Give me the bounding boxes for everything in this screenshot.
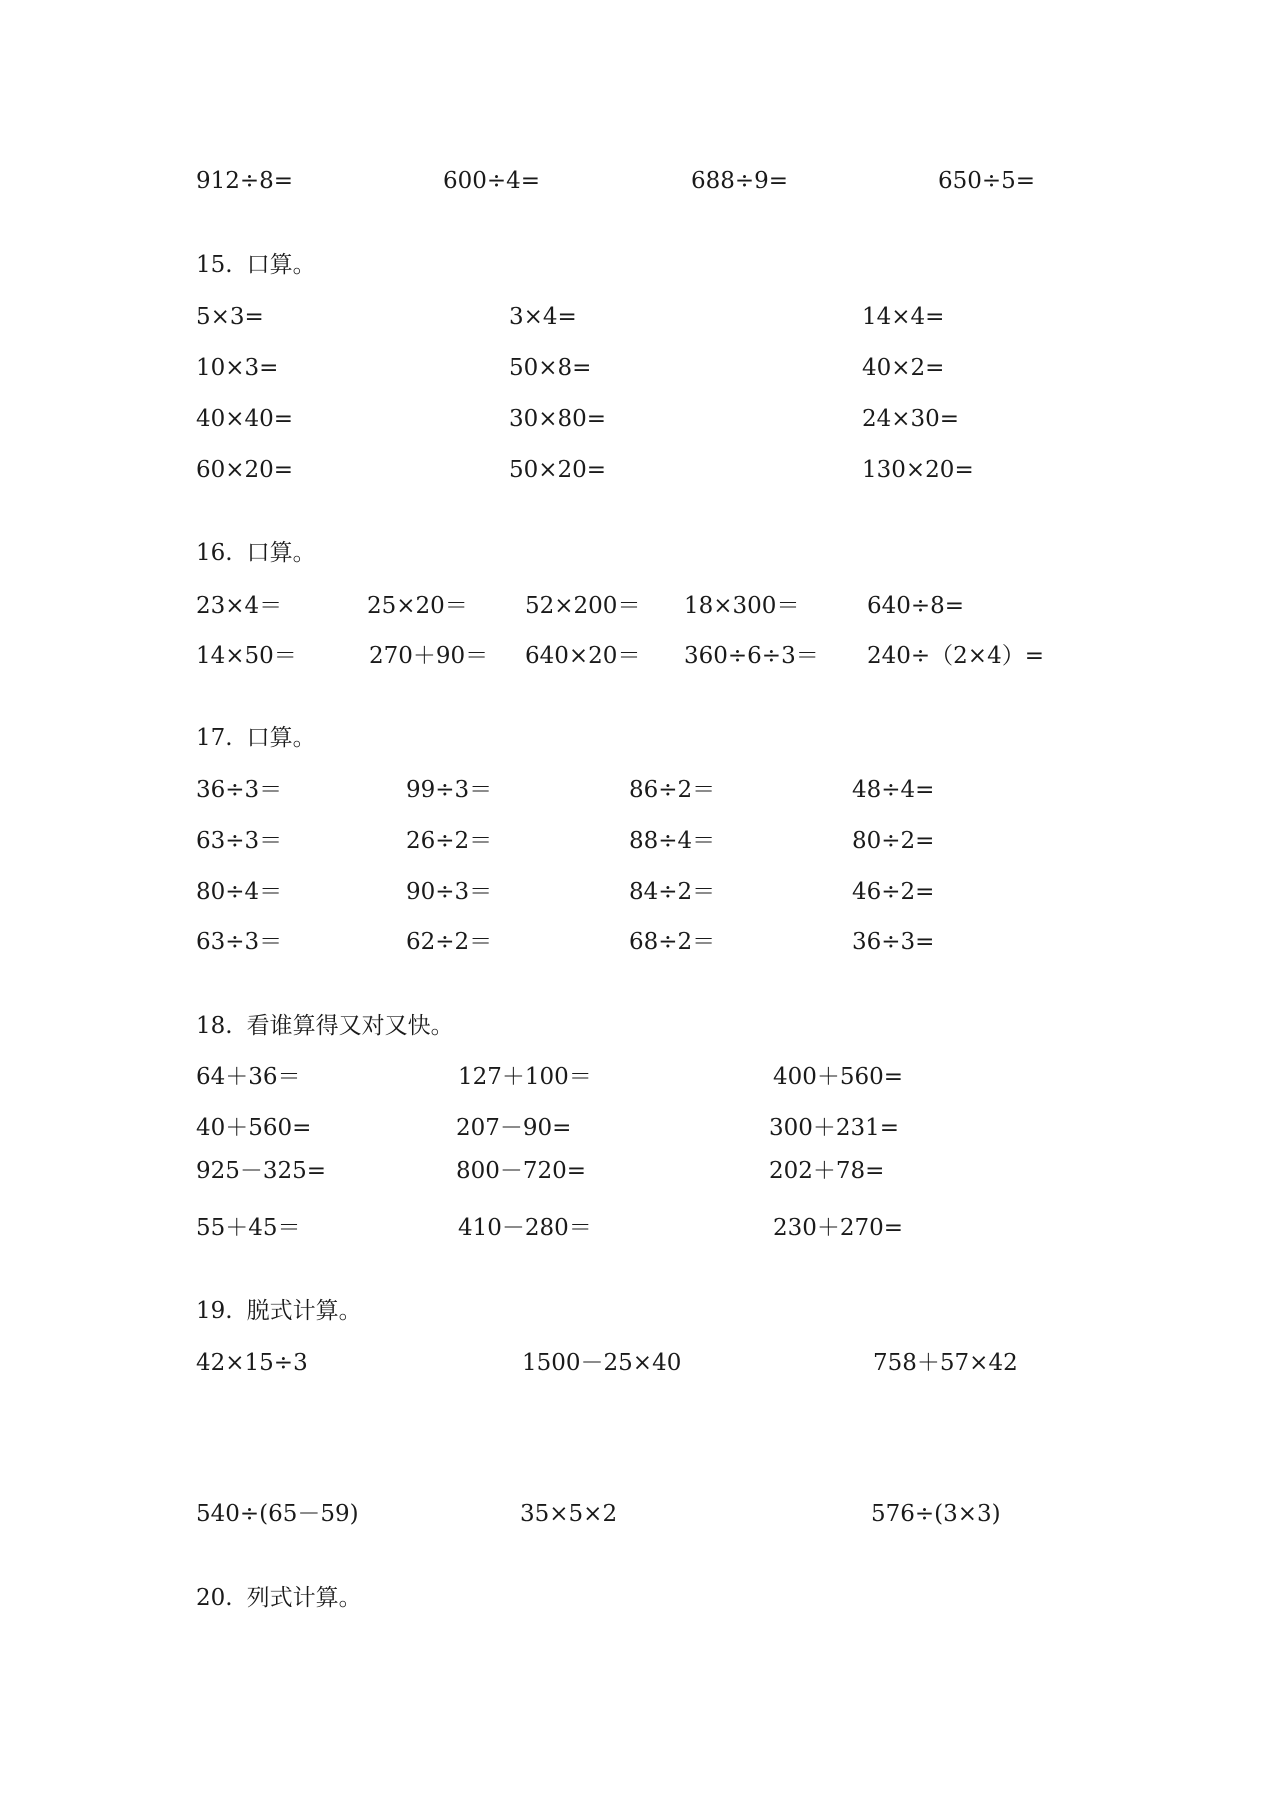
expression: 5×3= (196, 304, 264, 330)
expression: 800－720= (456, 1158, 587, 1184)
question-17-heading (196, 727, 316, 750)
expression: 202＋78= (769, 1158, 885, 1184)
expression: 42×15÷3 (196, 1350, 308, 1376)
expression: 90÷3＝ (406, 879, 493, 905)
question-title: 看谁算得又对又快。 (246, 1013, 454, 1039)
expression: 23×4＝ (196, 593, 283, 619)
expression: 63÷3＝ (196, 929, 283, 955)
question-number: 20. (196, 1585, 233, 1611)
expression: 48÷4= (852, 777, 935, 803)
expression: 10×3= (196, 355, 279, 381)
expression: 63÷3＝ (196, 828, 283, 854)
expression: 80÷2= (852, 828, 935, 854)
question-15-heading (196, 254, 316, 277)
question-title: 口算。 (246, 725, 316, 751)
question-title: 列式计算。 (246, 1585, 362, 1611)
question-number: 17. (196, 725, 233, 751)
expression: 650÷5= (938, 168, 1036, 194)
expression: 640×20＝ (525, 643, 641, 669)
expression: 64＋36＝ (196, 1064, 301, 1090)
expression: 30×80= (509, 406, 607, 432)
question-20-heading (196, 1587, 362, 1610)
expression: 640÷8= (867, 593, 965, 619)
expression: 60×20= (196, 457, 294, 483)
expression: 24×30= (862, 406, 960, 432)
expression: 86÷2＝ (629, 777, 716, 803)
expression: 88÷4＝ (629, 828, 716, 854)
expression: 410－280＝ (458, 1215, 592, 1241)
expression: 46÷2= (852, 879, 935, 905)
expression: 1500－25×40 (522, 1350, 682, 1376)
question-number: 16. (196, 540, 233, 566)
expression: 40×40= (196, 406, 294, 432)
expression: 925－325= (196, 1158, 327, 1184)
expression: 52×200＝ (525, 593, 641, 619)
question-number: 15. (196, 252, 233, 278)
expression: 600÷4= (443, 168, 541, 194)
expression: 127＋100＝ (458, 1064, 592, 1090)
expression: 50×20= (509, 457, 607, 483)
expression: 36÷3＝ (196, 777, 283, 803)
question-title: 口算。 (246, 540, 316, 566)
expression: 80÷4＝ (196, 879, 283, 905)
expression: 230＋270= (773, 1215, 904, 1241)
question-16-heading (196, 542, 316, 565)
expression: 360÷6÷3＝ (684, 643, 819, 669)
question-19-heading (196, 1300, 362, 1323)
expression: 270＋90＝ (369, 643, 489, 669)
expression: 14×4= (862, 304, 945, 330)
expression: 207－90= (456, 1115, 572, 1141)
expression: 130×20= (862, 457, 974, 483)
question-number: 19. (196, 1298, 233, 1324)
expression: 912÷8= (196, 168, 294, 194)
expression: 36÷3= (852, 929, 935, 955)
expression: 40＋560= (196, 1115, 312, 1141)
expression: 300＋231= (769, 1115, 900, 1141)
expression: 240÷（2×4）= (867, 643, 1044, 669)
expression: 688÷9= (691, 168, 789, 194)
question-title: 脱式计算。 (246, 1298, 362, 1324)
expression: 68÷2＝ (629, 929, 716, 955)
expression: 50×8= (509, 355, 592, 381)
expression: 14×50＝ (196, 643, 297, 669)
expression: 758＋57×42 (873, 1350, 1018, 1376)
expression: 35×5×2 (520, 1501, 618, 1527)
question-number: 18. (196, 1013, 233, 1039)
expression: 540÷(65－59) (196, 1501, 359, 1527)
question-18-heading (196, 1015, 454, 1038)
expression: 26÷2＝ (406, 828, 493, 854)
expression: 3×4= (509, 304, 577, 330)
question-title: 口算。 (246, 252, 316, 278)
expression: 25×20＝ (367, 593, 468, 619)
expression: 99÷3＝ (406, 777, 493, 803)
expression: 40×2= (862, 355, 945, 381)
expression: 84÷2＝ (629, 879, 716, 905)
expression: 576÷(3×3) (871, 1501, 1001, 1527)
expression: 400＋560= (773, 1064, 904, 1090)
expression: 55＋45＝ (196, 1215, 301, 1241)
expression: 62÷2＝ (406, 929, 493, 955)
expression: 18×300＝ (684, 593, 800, 619)
